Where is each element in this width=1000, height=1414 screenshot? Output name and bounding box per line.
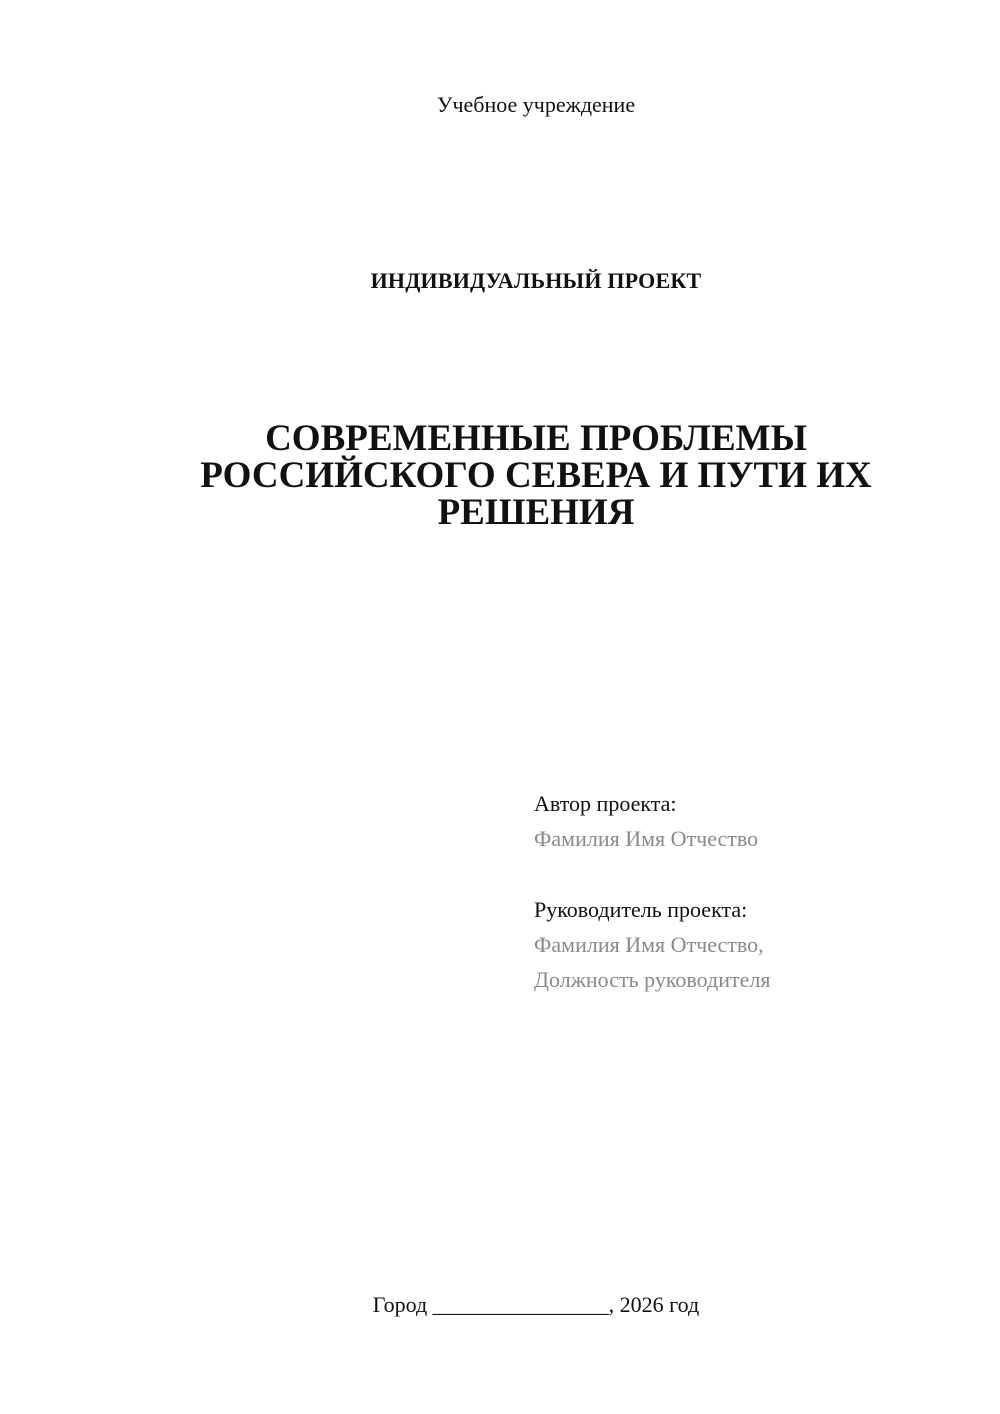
credits-block: [534, 786, 974, 997]
supervisor-position: Должность руководителя: [534, 967, 771, 992]
institution-name: Учебное учреждение: [436, 92, 636, 117]
project-title-line-2: РОССИЙСКОГО СЕВЕРА И ПУТИ ИХ: [200, 455, 872, 496]
project-title: [0, 420, 1000, 531]
project-title-line-3: РЕШЕНИЯ: [437, 492, 635, 533]
supervisor-label: Руководитель проекта:: [534, 897, 748, 922]
author-name: Фамилия Имя Отчество: [534, 826, 759, 851]
project-title-line-1: СОВРЕМЕННЫЕ ПРОБЛЕМЫ: [265, 418, 807, 459]
supervisor-name: Фамилия Имя Отчество,: [534, 932, 764, 957]
author-label: Автор проекта:: [534, 791, 677, 816]
city-year-footer: Город ________________, 2026 год: [372, 1292, 700, 1317]
credits-spacer: [534, 856, 974, 892]
project-type-heading: ИНДИВИДУАЛЬНЫЙ ПРОЕКТ: [370, 268, 702, 293]
